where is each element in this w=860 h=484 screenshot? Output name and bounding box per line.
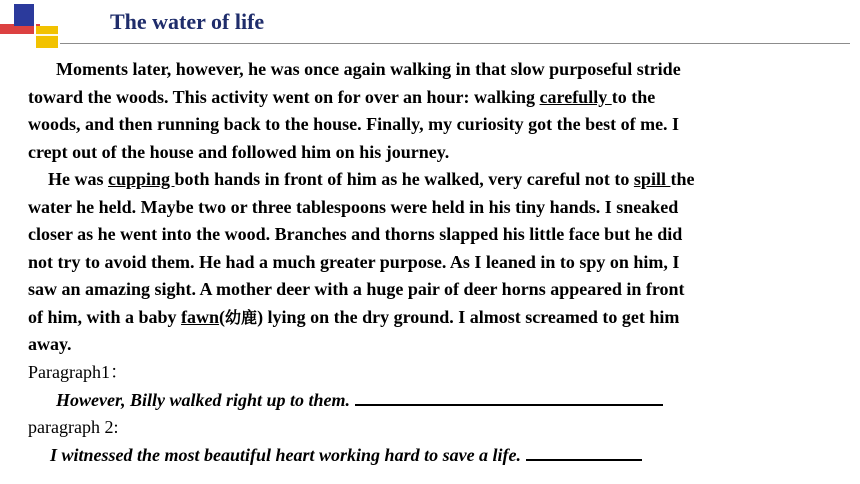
passage-text: saw an amazing sight. A mother deer with a huge pair of deer horns appeared in front [28,279,685,299]
title-divider [60,43,850,44]
passage-text: woods, and then running back to the house. Finally, my curiosity got the best of me. I [28,114,680,134]
passage-line [28,249,828,277]
passage-text: ) lying on the dry ground. I almost screamed to get him [257,306,680,327]
logo-white-line-v [34,0,36,56]
passage-line [28,111,828,139]
underlined-word-fawn: fawn [181,306,220,327]
passage-text: not try to avoid them. He had a much greater purpose. As I leaned in to spy on him, I [28,251,680,272]
passage-line [28,194,828,222]
underlined-word-spill: spill [633,169,671,189]
underlined-word-cupping: cupping [108,169,175,189]
passage-line [28,304,828,332]
passage-text: toward the woods. This activity went on for over an hour: walking [28,86,536,107]
passage-text: the [670,169,695,189]
paragraph1-label: Paragraph1： [28,361,128,382]
passage-text: to the [611,86,656,107]
paragraph2-opening-sentence: I witnessed the most beautiful heart working hard to save a life. [50,445,522,465]
passage-line [28,331,828,359]
passage-text: water he held. Maybe two or three tablespoons were held in his tiny hands. I sneaked [28,196,679,217]
logo-graphic [0,0,80,56]
paragraph2-label: paragraph 2: [28,416,119,437]
logo-blue-square [14,4,34,26]
task-line [28,386,828,414]
passage-line [28,139,828,167]
passage-line [28,166,828,194]
paragraph1-opening-sentence: However, Billy walked right up to them. [56,390,351,410]
logo-yellow-square [36,26,58,48]
passage-text: He was [48,169,104,189]
passage [28,56,828,469]
task-line [28,441,828,469]
passage-line [28,276,828,304]
underlined-word-carefully: carefully [539,86,612,107]
answer-blank-2[interactable] [526,441,642,461]
answer-blank-1[interactable] [355,386,663,406]
passage-text: away. [28,334,72,354]
passage-text: of him, with a baby [28,306,177,327]
passage-line [28,84,828,112]
logo-white-line-h [0,34,80,36]
chinese-gloss: 幼鹿 [225,307,258,327]
page-title: The water of life [110,9,265,34]
passage-text: Moments later, however, he was once again walking in that slow purposeful stride [56,59,681,79]
passage-line [28,56,828,84]
passage-text: crept out of the house and followed him on his journey. [28,141,450,162]
passage-text: both hands in front of him as he walked, very careful not to [174,169,630,189]
passage-line [28,221,828,249]
passage-text: closer as he went into the wood. Branches and thorns slapped his little face but he did [28,224,683,244]
passage-text: ( [219,306,226,327]
